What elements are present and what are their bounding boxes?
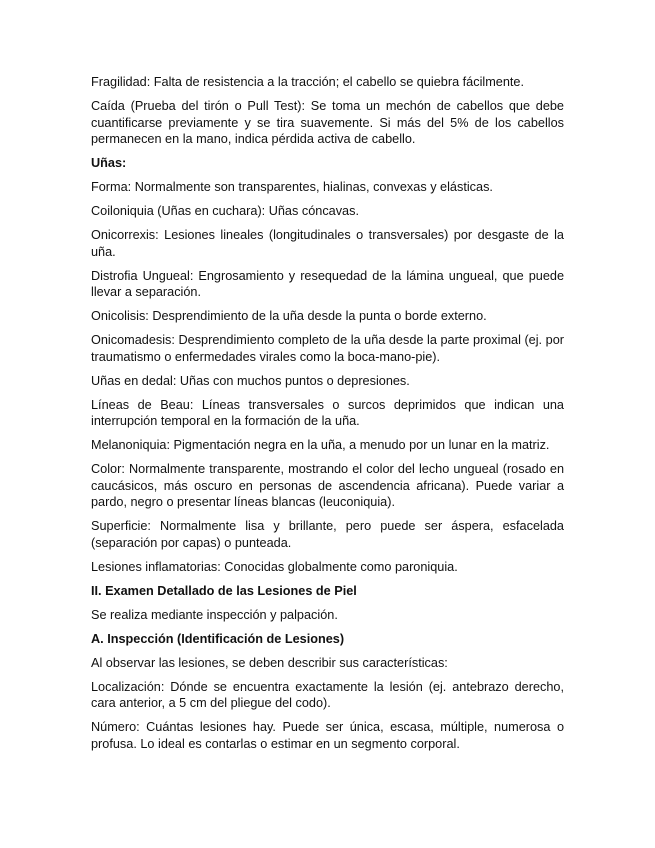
paragraph-superficie: Superficie: Normalmente lisa y brillante, pero puede ser áspera, esfacelada (separación por capas) o punteada. — [91, 519, 564, 550]
heading-examen-detallado: II. Examen Detallado de las Lesiones de Piel — [91, 583, 357, 598]
paragraph-onicomadesis: Onicomadesis: Desprendimiento completo de la uña desde la parte proximal (ej. por traumatismo o enfermedades virales como la boca-mano-pie). — [91, 333, 564, 364]
document-body — [91, 74, 564, 760]
paragraph-unas-en-dedal: Uñas en dedal: Uñas con muchos puntos o depresiones. — [91, 373, 410, 388]
paragraph-al-observar: Al observar las lesiones, se deben describir sus características: — [91, 655, 448, 670]
heading-unas: Uñas: — [91, 156, 127, 170]
paragraph-caida: Caída (Prueba del tirón o Pull Test): Se toma un mechón de cabellos que debe cuantificarse previamente y se tira suavemente. Si más del 5% de los cabellos permanecen en la mano, indica pérdida activa de cabello. — [91, 99, 564, 146]
paragraph-fragilidad: Fragilidad: Falta de resistencia a la tracción; el cabello se quiebra fácilmente. — [91, 75, 525, 89]
paragraph-melanoniquia: Melanoniquia: Pigmentación negra en la uña, a menudo por un lunar en la matriz. — [91, 438, 550, 452]
paragraph-color: Color: Normalmente transparente, mostrando el color del lecho ungueal (rosado en caucásicos, más oscuro en personas de ascendencia africana). Puede variar a pardo, negro o presentar líneas blancas (leuconiquia). — [91, 462, 564, 509]
paragraph-se-realiza: Se realiza mediante inspección y palpación. — [91, 607, 338, 622]
paragraph-onicolisis: Onicolisis: Desprendimiento de la uña desde la punta o borde externo. — [91, 309, 487, 323]
heading-inspeccion: A. Inspección (Identificación de Lesiones) — [91, 631, 345, 646]
paragraph-localizacion: Localización: Dónde se encuentra exactamente la lesión (ej. antebrazo derecho, cara anterior, a 5 cm del pliegue del codo). — [91, 679, 564, 710]
paragraph-distrofia-ungueal: Distrofia Ungueal: Engrosamiento y resequedad de la lámina ungueal, que puede llevar a separación. — [91, 268, 564, 299]
paragraph-onicorrexis: Onicorrexis: Lesiones lineales (longitudinales o transversales) por desgaste de la uña. — [91, 228, 564, 259]
paragraph-forma: Forma: Normalmente son transparentes, hialinas, convexas y elásticas. — [91, 180, 493, 194]
paragraph-lineas-de-beau: Líneas de Beau: Líneas transversales o surcos deprimidos que indican una interrupción temporal en la formación de la uña. — [91, 397, 564, 428]
paragraph-coiloniquia: Coiloniquia (Uñas en cuchara): Uñas cóncavas. — [91, 204, 359, 218]
paragraph-lesiones-inflamatorias: Lesiones inflamatorias: Conocidas globalmente como paroniquia. — [91, 559, 458, 574]
paragraph-numero: Número: Cuántas lesiones hay. Puede ser única, escasa, múltiple, numerosa o profusa. Lo ideal es contarlas o estimar en un segmento corporal. — [91, 720, 564, 751]
